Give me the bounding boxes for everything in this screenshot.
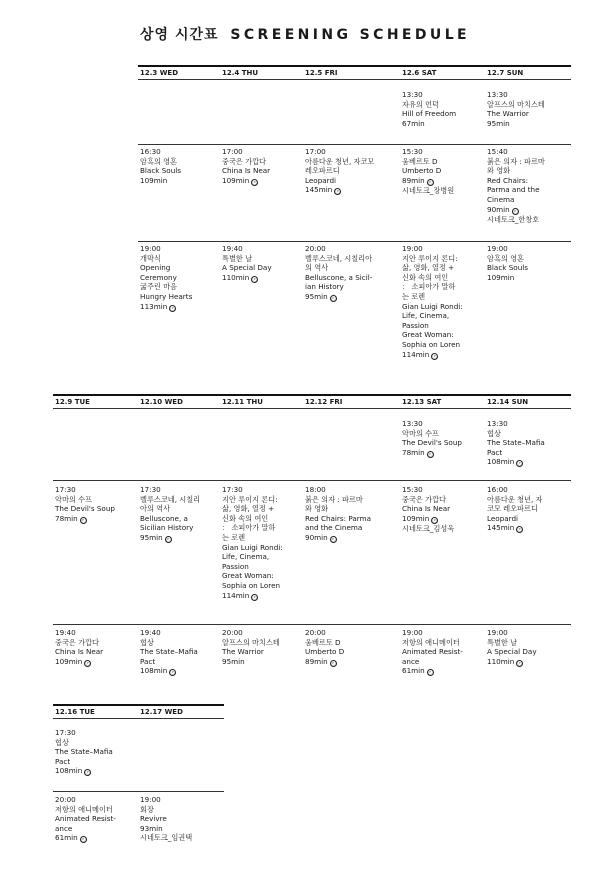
film-title: Sicilian History [140, 523, 194, 533]
film-title: 협상 [140, 637, 154, 647]
duration-value: 95min [305, 291, 328, 301]
film-title: 알프스의 마치스테 [487, 99, 545, 109]
event-marker-icon: ⓔ [252, 276, 258, 283]
screening-entry [55, 728, 135, 776]
duration [140, 176, 220, 186]
duration [487, 205, 567, 215]
duration-value: 109min [222, 175, 250, 185]
film-title: The State–Mafia [140, 647, 198, 657]
duration-value: 108min [140, 666, 168, 676]
film-title: Revivre [140, 814, 167, 824]
film-title: 붉은 의자 : 파르마 [487, 156, 545, 166]
screening-entry [402, 485, 482, 533]
date-header: 12.9 TUE [55, 398, 90, 406]
duration-value: 114min [402, 349, 430, 359]
film-title: Black Souls [487, 263, 528, 273]
row-divider [53, 791, 224, 792]
duration-value: 67min [402, 118, 425, 128]
film-title: Animated Resist- [55, 814, 116, 824]
film-title: ian History [305, 282, 344, 292]
screening-time: 13:30 [487, 90, 508, 99]
event-marker-icon: ⓔ [517, 660, 523, 667]
film-title: 신화 속의 여인 [402, 272, 449, 282]
film-title: ance [55, 823, 73, 833]
duration-value: 109min [140, 175, 168, 185]
event-marker-icon: ⓔ [252, 594, 258, 601]
screening-entry [305, 244, 385, 302]
film-title: The State–Mafia [487, 438, 545, 448]
screening-entry [140, 244, 220, 312]
duration [487, 273, 567, 283]
film-title: The State–Mafia [55, 747, 113, 757]
screening-entry [222, 147, 302, 186]
event-marker-icon: ⓔ [170, 305, 176, 312]
film-title: Red Chairs: [487, 175, 529, 185]
event-marker-icon: ⓔ [330, 660, 336, 667]
duration-value: 109min [487, 272, 515, 282]
event-marker-icon: ⓔ [170, 670, 176, 677]
event-marker-icon: ⓔ [165, 536, 171, 543]
film-title: Hill of Freedom [402, 109, 457, 119]
duration [55, 514, 135, 524]
screening-time: 20:00 [55, 795, 76, 804]
film-title: 협상 [55, 737, 69, 747]
duration [402, 448, 482, 458]
duration-value: 89min [402, 175, 425, 185]
duration-value: 90min [487, 204, 510, 214]
screening-time: 19:00 [402, 244, 423, 253]
screening-time: 19:00 [402, 628, 423, 637]
date-header: 12.17 WED [140, 708, 183, 716]
film-title: Animated Resist- [402, 647, 463, 657]
film-title: 벨루스코네, 시칠리아 [305, 253, 373, 263]
duration [55, 657, 135, 667]
film-title: The Devil's Soup [55, 504, 115, 514]
film-title: China Is Near [222, 166, 271, 176]
date-header: 12.3 WED [140, 69, 179, 77]
film-title: Opening [140, 263, 171, 273]
film-title: 아름다운 청년, 자코모 [305, 156, 375, 166]
duration [487, 457, 567, 467]
film-title: Passion [402, 320, 429, 330]
event-marker-icon: ⓔ [432, 353, 438, 360]
screening-entry [55, 485, 135, 524]
date-header: 12.7 SUN [487, 69, 524, 77]
event-marker-icon: ⓔ [335, 189, 341, 196]
film-title: Cinema [487, 194, 515, 204]
date-header: 12.4 THU [222, 69, 259, 77]
film-title: ： 소피아가 말하 [402, 282, 456, 292]
screening-time: 16:00 [487, 485, 508, 494]
date-header: 12.5 FRI [305, 69, 338, 77]
duration-value: 95min [487, 118, 510, 128]
screening-entry [487, 485, 567, 533]
duration [305, 657, 385, 667]
screening-time: 19:00 [487, 628, 508, 637]
event-marker-icon: ⓔ [517, 461, 523, 468]
row-divider [53, 718, 224, 719]
duration-value: 109min [402, 513, 430, 523]
duration [402, 119, 482, 129]
film-title: Great Woman: [402, 330, 454, 340]
row-divider [138, 241, 571, 242]
date-header: 12.6 SAT [402, 69, 437, 77]
screening-time: 19:40 [222, 244, 243, 253]
film-title: 저항의 애니메이터 [402, 637, 460, 647]
row-divider [138, 79, 571, 80]
film-title: 붉은 의자 : 파르마 [305, 494, 363, 504]
film-title: 악마의 수프 [402, 428, 440, 438]
screening-entry [487, 419, 567, 467]
screening-entry [305, 147, 385, 195]
screening-entry [222, 485, 302, 601]
date-header: 12.14 SUN [487, 398, 529, 406]
screening-time: 13:30 [402, 419, 423, 428]
film-title: Pact [487, 447, 503, 457]
duration [140, 824, 220, 834]
screening-entry [140, 147, 220, 185]
film-title: Black Souls [140, 166, 181, 176]
duration [402, 350, 482, 360]
duration [222, 176, 302, 186]
screening-entry [222, 628, 302, 666]
film-title: 아의 역사 [140, 504, 171, 514]
film-title: Great Woman: [222, 571, 274, 581]
event-marker-icon: ⓔ [80, 837, 86, 844]
screening-entry [140, 795, 220, 843]
film-title: 지안 루이지 론디: [402, 253, 458, 263]
film-title: 삶, 영화, 열정 + [402, 263, 455, 273]
screening-entry [402, 90, 482, 128]
film-title: 자유의 언덕 [402, 99, 440, 109]
screening-entry [487, 244, 567, 282]
duration-value: 93min [140, 823, 163, 833]
screening-time: 15:30 [402, 147, 423, 156]
film-title: Ceremony [140, 272, 177, 282]
cinetalk-note: 시네토크_김성욱 [402, 523, 455, 533]
film-title: 개막식 [140, 253, 161, 263]
screening-time: 19:00 [140, 244, 161, 253]
row-divider [53, 408, 571, 409]
screening-entry [402, 244, 482, 360]
screening-time: 20:00 [305, 244, 326, 253]
screening-time: 17:00 [222, 147, 243, 156]
duration-value: 95min [222, 656, 245, 666]
film-title: 협상 [487, 428, 501, 438]
duration-value: 78min [402, 447, 425, 457]
film-title: 특별한 날 [487, 637, 518, 647]
screening-entry [305, 628, 385, 667]
screening-time: 17:30 [55, 485, 76, 494]
screening-entry [402, 147, 482, 195]
film-title: 악마의 수프 [55, 494, 93, 504]
duration-value: 61min [402, 666, 425, 676]
film-title: Umberto D [305, 647, 345, 657]
screening-entry [487, 628, 567, 667]
film-title: A Special Day [487, 647, 537, 657]
film-title: 코모 레오파르디 [487, 504, 538, 514]
film-title: ance [402, 656, 420, 666]
film-title: and the Cinema [305, 523, 363, 533]
duration [305, 533, 385, 543]
cinetalk-note: 시네토크_임권택 [140, 833, 193, 843]
duration-value: 114min [222, 590, 250, 600]
screening-time: 18:00 [305, 485, 326, 494]
film-title: Leopardi [305, 175, 337, 185]
film-title: 회장 [140, 804, 154, 814]
duration-value: 61min [55, 833, 78, 843]
page-title [0, 24, 610, 44]
film-title: Hungry Hearts [140, 291, 193, 301]
film-title: Parma and the [487, 185, 540, 195]
screening-entry [55, 628, 135, 667]
screening-entry [305, 485, 385, 543]
film-title: 아름다운 청년, 자 [487, 494, 543, 504]
film-title: China Is Near [402, 504, 451, 514]
screening-entry [140, 628, 220, 676]
title-english: SCREENING SCHEDULE [230, 27, 470, 43]
film-title: Gian Luigi Rondi: [222, 542, 283, 552]
screening-time: 15:40 [487, 147, 508, 156]
duration-value: 95min [140, 532, 163, 542]
film-title: Belluscone, a Sicil- [305, 272, 373, 282]
film-title: 암흑의 영혼 [140, 156, 178, 166]
film-title: The Warrior [222, 647, 264, 657]
duration-value: 145min [305, 185, 333, 195]
film-title: Belluscone, a [140, 513, 188, 523]
screening-time: 16:30 [140, 147, 161, 156]
duration-value: 90min [305, 532, 328, 542]
film-title: Life, Cinema, [402, 311, 450, 321]
duration [402, 176, 482, 186]
film-title: China Is Near [55, 647, 104, 657]
duration-value: 108min [487, 457, 515, 467]
film-title: The Devil's Soup [402, 438, 462, 448]
film-title: Sophia on Loren [402, 339, 461, 349]
duration [305, 185, 385, 195]
film-title: 는 로렌 [402, 291, 426, 301]
date-header: 12.16 TUE [55, 708, 95, 716]
duration [55, 766, 135, 776]
duration-value: 113min [140, 301, 168, 311]
event-marker-icon: ⓔ [427, 670, 433, 677]
row-divider [53, 480, 571, 481]
duration-value: 110min [487, 656, 515, 666]
screening-time: 19:00 [140, 795, 161, 804]
film-title: 레오파르디 [305, 166, 340, 176]
event-marker-icon: ⓔ [330, 536, 336, 543]
duration-value: 108min [55, 766, 83, 776]
event-marker-icon: ⓔ [427, 179, 433, 186]
film-title: The Warrior [487, 109, 529, 119]
screening-time: 19:40 [140, 628, 161, 637]
film-title: 의 역사 [305, 263, 329, 273]
duration [140, 666, 220, 676]
date-header: 12.13 SAT [402, 398, 442, 406]
film-title: 는 로렌 [222, 532, 246, 542]
duration-value: 89min [305, 656, 328, 666]
film-title: 지안 루이지 론디: [222, 494, 278, 504]
duration-value: 109min [55, 656, 83, 666]
duration [140, 302, 220, 312]
film-title: Gian Luigi Rondi: [402, 301, 463, 311]
duration [402, 514, 482, 524]
row-divider [138, 144, 571, 145]
title-korean: 상영 시간표 [140, 27, 219, 43]
duration [487, 523, 567, 533]
screening-entry [222, 244, 302, 283]
film-title: Pact [140, 656, 156, 666]
film-title: 움베르토 D [305, 637, 341, 647]
screening-time: 20:00 [222, 628, 243, 637]
film-title: Pact [55, 756, 71, 766]
screening-entry [487, 90, 567, 128]
screening-time: 15:30 [402, 485, 423, 494]
event-marker-icon: ⓔ [85, 770, 91, 777]
film-title: Sophia on Loren [222, 580, 281, 590]
event-marker-icon: ⓔ [512, 208, 518, 215]
screening-time: 13:30 [487, 419, 508, 428]
duration [222, 591, 302, 601]
film-title: Red Chairs: Parma [305, 513, 371, 523]
film-title: A Special Day [222, 263, 272, 273]
date-header: 12.12 FRI [305, 398, 343, 406]
screening-entry [140, 485, 220, 543]
film-title: Leopardi [487, 513, 519, 523]
duration [222, 273, 302, 283]
screening-time: 17:30 [55, 728, 76, 737]
duration-value: 110min [222, 272, 250, 282]
duration [402, 666, 482, 676]
film-title: ： 소피아가 말하 [222, 523, 276, 533]
date-header: 12.10 WED [140, 398, 183, 406]
date-header: 12.11 THU [222, 398, 263, 406]
screening-entry [487, 147, 567, 224]
duration [140, 533, 220, 543]
duration [487, 119, 567, 129]
duration [305, 292, 385, 302]
screening-time: 13:30 [402, 90, 423, 99]
film-title: 벨루스코네, 시칠리 [140, 494, 201, 504]
row-divider [53, 624, 571, 625]
film-title: 알프스의 마치스테 [222, 637, 280, 647]
film-title: 중국은 가깝다 [55, 637, 99, 647]
duration [487, 657, 567, 667]
event-marker-icon: ⓔ [252, 179, 258, 186]
screening-time: 17:30 [222, 485, 243, 494]
row-divider [53, 394, 571, 396]
event-marker-icon: ⓔ [427, 451, 433, 458]
film-title: 중국은 가깝다 [222, 156, 266, 166]
screening-time: 19:40 [55, 628, 76, 637]
film-title: 특별한 날 [222, 253, 253, 263]
event-marker-icon: ⓔ [80, 517, 86, 524]
film-title: 와 영화 [305, 504, 329, 514]
duration [222, 657, 302, 667]
event-marker-icon: ⓔ [330, 295, 336, 302]
screening-time: 17:30 [140, 485, 161, 494]
film-title: 삶, 영화, 열정 + [222, 504, 275, 514]
screening-entry [402, 628, 482, 676]
film-title: 움베르토 D [402, 156, 438, 166]
screening-time: 17:00 [305, 147, 326, 156]
film-title: 와 영화 [487, 166, 511, 176]
event-marker-icon: ⓔ [517, 527, 523, 534]
screening-entry [402, 419, 482, 458]
event-marker-icon: ⓔ [432, 517, 438, 524]
screening-time: 20:00 [305, 628, 326, 637]
film-title: 저항의 애니메이터 [55, 804, 113, 814]
row-divider [138, 65, 571, 67]
duration [55, 833, 135, 843]
screening-entry [55, 795, 135, 843]
screening-time: 19:00 [487, 244, 508, 253]
cinetalk-note: 시네토크_장병원 [402, 185, 455, 195]
film-title: 신화 속의 여인 [222, 513, 269, 523]
film-title: Life, Cinema, [222, 552, 270, 562]
film-title: 중국은 가깝다 [402, 494, 446, 504]
event-marker-icon: ⓔ [85, 660, 91, 667]
row-divider [53, 704, 224, 706]
duration-value: 145min [487, 523, 515, 533]
film-title: 굶주린 마음 [140, 282, 178, 292]
cinetalk-note: 시네토크_한창호 [487, 214, 540, 224]
film-title: Passion [222, 561, 249, 571]
film-title: Umberto D [402, 166, 442, 176]
film-title: 암흑의 영혼 [487, 253, 525, 263]
duration-value: 78min [55, 513, 78, 523]
